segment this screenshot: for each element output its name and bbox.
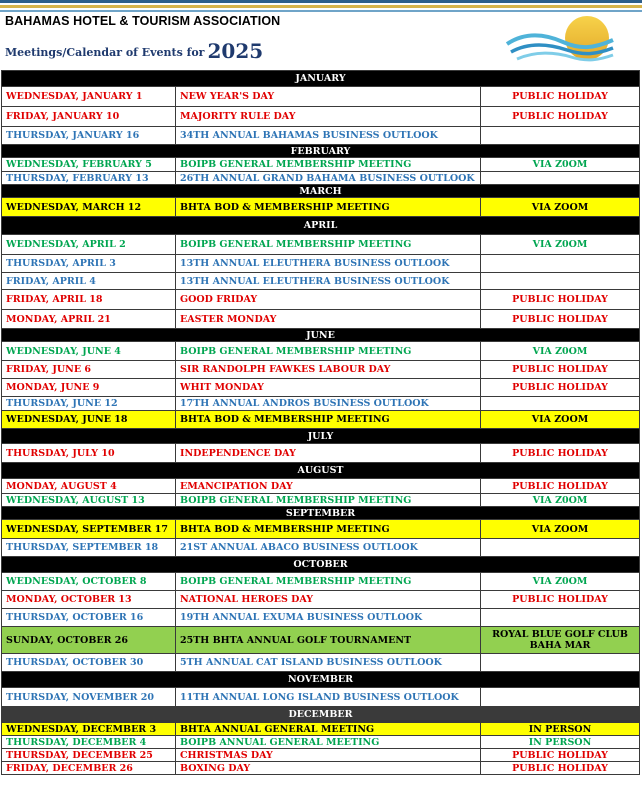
event-title: 34TH ANNUAL BAHAMAS BUSINESS OUTLOOK	[176, 127, 481, 145]
event-title: BHTA BOD & MEMBERSHIP MEETING	[176, 198, 481, 217]
event-note	[481, 273, 640, 290]
event-title: BHTA ANNUAL GENERAL MEETING	[176, 723, 481, 736]
event-row	[2, 573, 640, 591]
event-row	[2, 736, 640, 749]
event-note: VIA Z0OM	[481, 573, 640, 591]
month-header-july: JULY	[2, 429, 640, 444]
event-row	[2, 87, 640, 107]
event-title: WHIT MONDAY	[176, 379, 481, 397]
event-row	[2, 479, 640, 494]
event-title: BOIPB GENERAL MEMBERSHIP MEETING	[176, 573, 481, 591]
event-date: THURSDAY, APRIL 3	[2, 255, 176, 273]
event-row-golf	[2, 627, 640, 654]
event-date: FRIDAY, DECEMBER 26	[2, 762, 176, 775]
event-row	[2, 342, 640, 361]
event-note: VIA Z0OM	[481, 494, 640, 507]
month-header-february: FEBRUARY	[2, 145, 640, 158]
event-title: 17TH ANNUAL ANDROS BUSINESS OUTLOOK	[176, 397, 481, 411]
event-note	[481, 539, 640, 557]
event-row	[2, 444, 640, 463]
event-date: THURSDAY, SEPTEMBER 18	[2, 539, 176, 557]
event-note	[481, 397, 640, 411]
events-table	[1, 70, 640, 775]
event-note: PUBLIC HOLIDAY	[481, 749, 640, 762]
event-title: BHTA BOD & MEMBERSHIP MEETING	[176, 411, 481, 429]
month-header-october: OCTOBER	[2, 557, 640, 573]
event-note: PUBLIC HOLIDAY	[481, 310, 640, 329]
event-title: BOIPB GENERAL MEMBERSHIP MEETING	[176, 158, 481, 172]
organization-name: BAHAMAS HOTEL & TOURISM ASSOCIATION	[5, 14, 281, 28]
event-row	[2, 273, 640, 290]
event-title: BHTA BOD & MEMBERSHIP MEETING	[176, 520, 481, 539]
event-title: 21ST ANNUAL ABACO BUSINESS OUTLOOK	[176, 539, 481, 557]
month-header-march: MARCH	[2, 185, 640, 198]
event-title: NATIONAL HEROES DAY	[176, 591, 481, 609]
event-note-line1: ROYAL BLUE GOLF CLUB	[492, 629, 628, 640]
event-date: THURSDAY, JULY 10	[2, 444, 176, 463]
event-note: IN PERSON	[481, 723, 640, 736]
event-title: EASTER MONDAY	[176, 310, 481, 329]
event-note	[481, 172, 640, 185]
event-title: BOXING DAY	[176, 762, 481, 775]
month-header-january: JANUARY	[2, 71, 640, 87]
event-note	[481, 609, 640, 627]
event-date: MONDAY, AUGUST 4	[2, 479, 176, 494]
event-title: BOIPB GENERAL MEMBERSHIP MEETING	[176, 494, 481, 507]
event-title: EMANCIPATION DAY	[176, 479, 481, 494]
event-title: SIR RANDOLPH FAWKES LABOUR DAY	[176, 361, 481, 379]
event-date: FRIDAY, APRIL 4	[2, 273, 176, 290]
event-row	[2, 591, 640, 609]
event-note: PUBLIC HOLIDAY	[481, 479, 640, 494]
event-date: FRIDAY, APRIL 18	[2, 290, 176, 310]
event-row-highlighted	[2, 198, 640, 217]
event-date: THURSDAY, FEBRUARY 13	[2, 172, 176, 185]
event-row	[2, 127, 640, 145]
event-note: PUBLIC HOLIDAY	[481, 290, 640, 310]
event-note	[481, 688, 640, 707]
event-title: BOIPB GENERAL MEMBERSHIP MEETING	[176, 342, 481, 361]
month-header-june: JUNE	[2, 329, 640, 342]
event-date: SUNDAY, OCTOBER 26	[2, 627, 176, 654]
event-title: GOOD FRIDAY	[176, 290, 481, 310]
event-date: THURSDAY, DECEMBER 4	[2, 736, 176, 749]
event-row	[2, 310, 640, 329]
event-row	[2, 654, 640, 672]
event-note: PUBLIC HOLIDAY	[481, 444, 640, 463]
month-header-august: AUGUST	[2, 463, 640, 479]
event-date: THURSDAY, JANUARY 16	[2, 127, 176, 145]
title-text: Meetings/Calendar of Events for	[5, 46, 205, 59]
event-row	[2, 235, 640, 255]
event-date: WEDNESDAY, OCTOBER 8	[2, 573, 176, 591]
event-date: WEDNESDAY, MARCH 12	[2, 198, 176, 217]
event-title: 13TH ANNUAL ELEUTHERA BUSINESS OUTLOOK	[176, 273, 481, 290]
event-title: CHRISTMAS DAY	[176, 749, 481, 762]
event-row-highlighted	[2, 411, 640, 429]
page-title	[5, 37, 263, 61]
event-row	[2, 255, 640, 273]
event-row	[2, 539, 640, 557]
event-title: INDEPENDENCE DAY	[176, 444, 481, 463]
event-note	[481, 255, 640, 273]
event-note-line2: BAHA MAR	[529, 640, 591, 651]
event-note: PUBLIC HOLIDAY	[481, 762, 640, 775]
event-note: VIA Z0OM	[481, 342, 640, 361]
event-title: BOIPB ANNUAL GENERAL MEETING	[176, 736, 481, 749]
event-row	[2, 379, 640, 397]
event-title: 25TH BHTA ANNUAL GOLF TOURNAMENT	[176, 627, 481, 654]
event-note: PUBLIC HOLIDAY	[481, 87, 640, 107]
month-header-december: DECEMBER	[2, 707, 640, 723]
event-date: WEDNESDAY, JUNE 18	[2, 411, 176, 429]
event-note: VIA Z0OM	[481, 235, 640, 255]
event-date: MONDAY, OCTOBER 13	[2, 591, 176, 609]
event-title: MAJORITY RULE DAY	[176, 107, 481, 127]
month-header-september: SEPTEMBER	[2, 507, 640, 520]
event-date: THURSDAY, OCTOBER 30	[2, 654, 176, 672]
event-date: THURSDAY, OCTOBER 16	[2, 609, 176, 627]
event-row	[2, 397, 640, 411]
event-date: WEDNESDAY, DECEMBER 3	[2, 723, 176, 736]
event-note: PUBLIC HOLIDAY	[481, 107, 640, 127]
event-date: MONDAY, APRIL 21	[2, 310, 176, 329]
event-note: PUBLIC HOLIDAY	[481, 361, 640, 379]
event-note: VIA ZOOM	[481, 520, 640, 539]
event-row	[2, 361, 640, 379]
event-title: 13TH ANNUAL ELEUTHERA BUSINESS OUTLOOK	[176, 255, 481, 273]
event-row	[2, 609, 640, 627]
event-date: FRIDAY, JANUARY 10	[2, 107, 176, 127]
event-date: FRIDAY, JUNE 6	[2, 361, 176, 379]
event-note: PUBLIC HOLIDAY	[481, 379, 640, 397]
header-stripes	[0, 0, 642, 12]
event-date: WEDNESDAY, AUGUST 13	[2, 494, 176, 507]
event-note: VIA ZOOM	[481, 198, 640, 217]
event-date: THURSDAY, NOVEMBER 20	[2, 688, 176, 707]
event-date: THURSDAY, DECEMBER 25	[2, 749, 176, 762]
event-date: WEDNESDAY, FEBRUARY 5	[2, 158, 176, 172]
event-date: WEDNESDAY, APRIL 2	[2, 235, 176, 255]
event-row	[2, 762, 640, 775]
event-title: 5TH ANNUAL CAT ISLAND BUSINESS OUTLOOK	[176, 654, 481, 672]
event-row-highlighted	[2, 520, 640, 539]
month-header-november: NOVEMBER	[2, 672, 640, 688]
event-title: BOIPB GENERAL MEMBERSHIP MEETING	[176, 235, 481, 255]
event-date: WEDNESDAY, JANUARY 1	[2, 87, 176, 107]
event-note: VIA ZOOM	[481, 411, 640, 429]
event-title: 11TH ANNUAL LONG ISLAND BUSINESS OUTLOOK	[176, 688, 481, 707]
event-row	[2, 172, 640, 185]
event-note: VIA Z0OM	[481, 158, 640, 172]
event-title: NEW YEAR'S DAY	[176, 87, 481, 107]
event-row	[2, 290, 640, 310]
event-note: PUBLIC HOLIDAY	[481, 591, 640, 609]
event-date: THURSDAY, JUNE 12	[2, 397, 176, 411]
event-title: 19TH ANNUAL EXUMA BUSINESS OUTLOOK	[176, 609, 481, 627]
event-row	[2, 688, 640, 707]
event-note	[481, 627, 640, 654]
event-note	[481, 127, 640, 145]
event-date: MONDAY, JUNE 9	[2, 379, 176, 397]
event-title: 26TH ANNUAL GRAND BAHAMA BUSINESS OUTLOOK	[176, 172, 481, 185]
event-date: WEDNESDAY, SEPTEMBER 17	[2, 520, 176, 539]
event-row	[2, 494, 640, 507]
month-header-april: APRIL	[2, 217, 640, 235]
event-row	[2, 107, 640, 127]
event-row	[2, 158, 640, 172]
event-date: WEDNESDAY, JUNE 4	[2, 342, 176, 361]
title-year: 2025	[207, 39, 264, 63]
event-note: IN PERSON	[481, 736, 640, 749]
event-row	[2, 749, 640, 762]
event-row-highlighted	[2, 723, 640, 736]
sun-waves-logo-icon	[505, 14, 615, 66]
event-note	[481, 654, 640, 672]
